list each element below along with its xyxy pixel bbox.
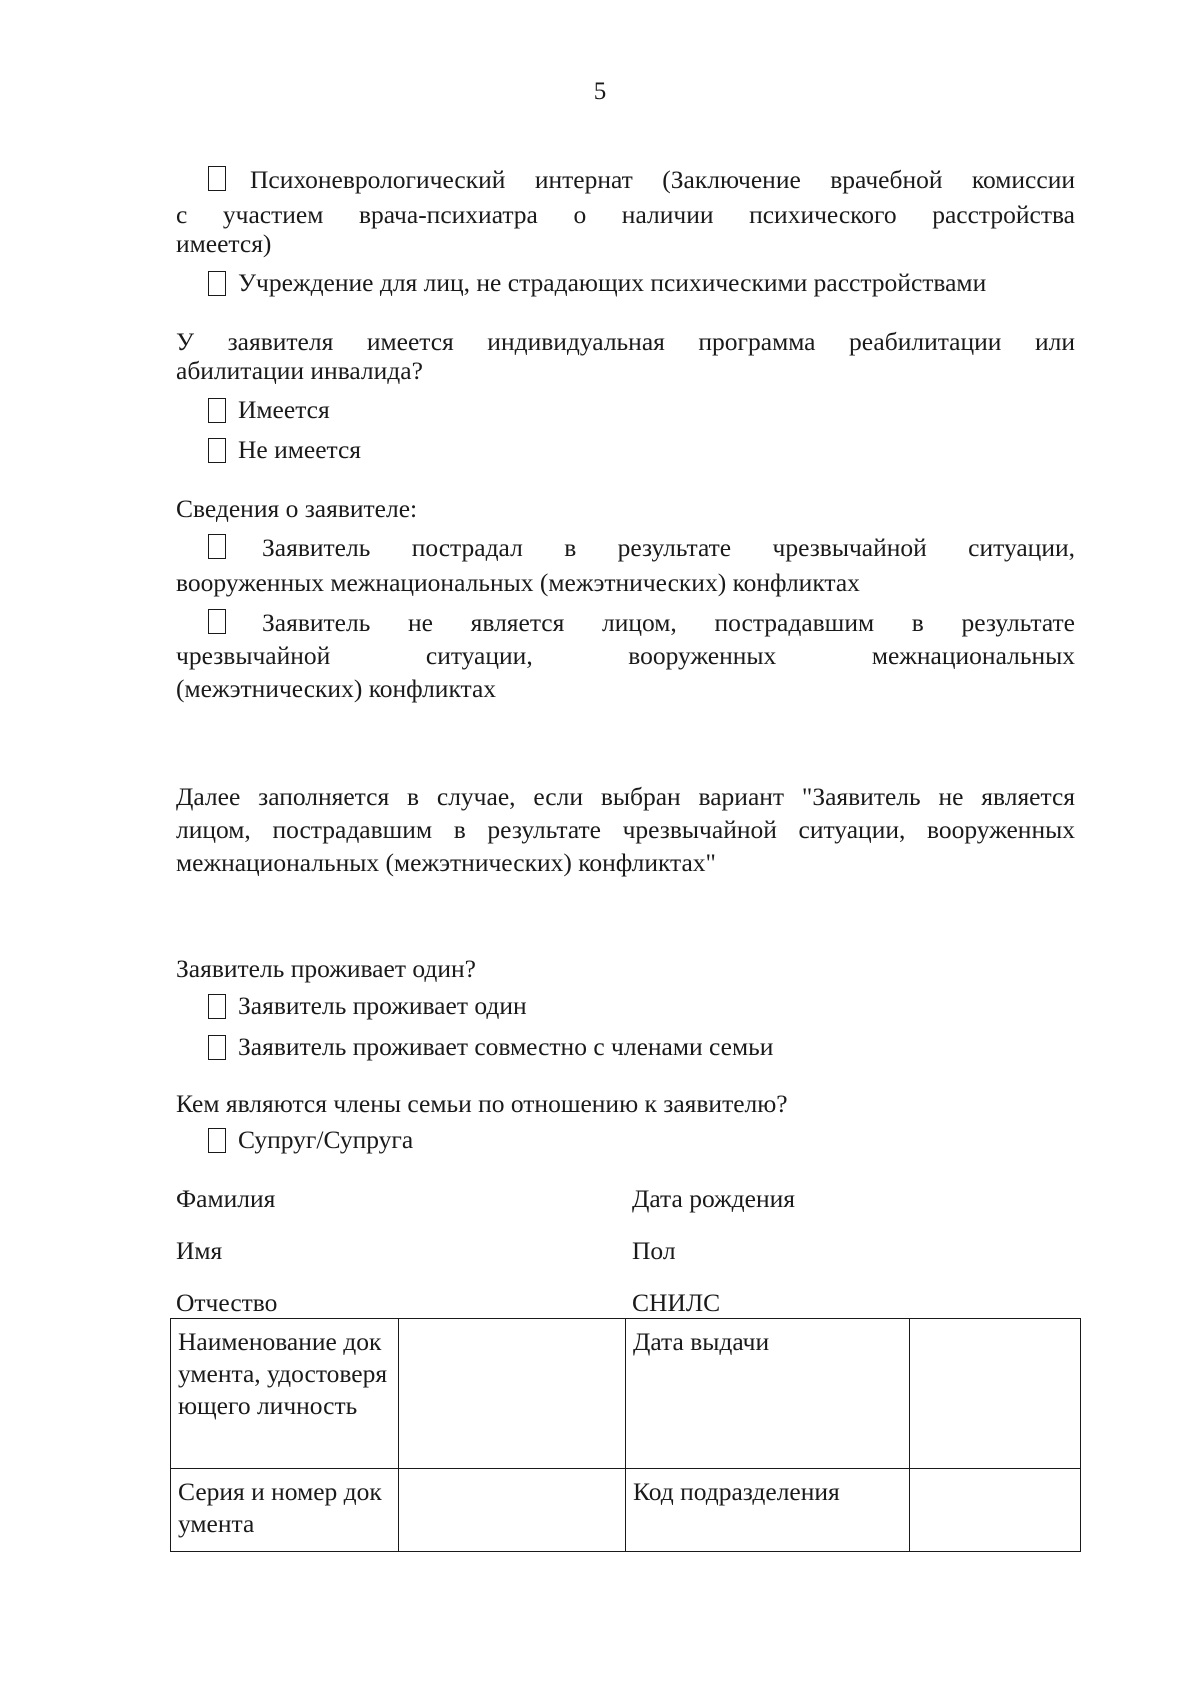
option-applicant-not-affected-line2: чрезвычайной ситуации, вооруженных межнациональных — [176, 641, 1075, 670]
field-snils: СНИЛС — [632, 1288, 721, 1317]
checkbox[interactable] — [208, 1035, 226, 1060]
table-row — [171, 1319, 1081, 1469]
issue-date-value-cell[interactable] — [910, 1319, 1081, 1469]
checkbox[interactable] — [208, 166, 226, 191]
option-applicant-affected-line2: вооруженных межнациональных (межэтнических) конфликтах — [176, 568, 860, 597]
option-applicant-affected[interactable] — [208, 530, 226, 562]
condition-note-line1: Далее заполняется в случае, если выбран вариант "Заявитель не является — [176, 782, 1075, 811]
option-label: Не имеется — [238, 435, 362, 464]
option-applicant-affected-line1: Заявитель пострадал в результате чрезвычайной ситуации, — [262, 533, 1075, 562]
field-name: Имя — [176, 1236, 223, 1265]
option-label: Учреждение для лиц, не страдающих психическими расстройствами — [238, 268, 987, 297]
option-applicant-not-affected-line1: Заявитель не является лицом, пострадавшим в результате — [262, 608, 1075, 637]
option-label: Заявитель проживает один — [238, 991, 527, 1020]
option-psycho-internat-line1: Психоневрологический интернат (Заключение врачебной комиссии — [250, 165, 1075, 194]
field-patronymic: Отчество — [176, 1288, 278, 1317]
series-number-label: Серия и номер документа — [171, 1469, 399, 1552]
checkbox[interactable] — [208, 609, 226, 634]
option-label: Имеется — [238, 395, 330, 424]
series-number-value-cell[interactable] — [399, 1469, 626, 1552]
option-rehab-has-not[interactable] — [208, 434, 361, 466]
checkbox[interactable] — [208, 994, 226, 1019]
option-rehab-has[interactable] — [208, 394, 330, 426]
option-spouse[interactable] — [208, 1124, 413, 1156]
division-code-label: Код подразделения — [626, 1469, 910, 1552]
option-psycho-internat-line3: имеется) — [176, 229, 272, 258]
field-gender: Пол — [632, 1236, 676, 1265]
page-number: 5 — [593, 78, 607, 105]
field-surname: Фамилия — [176, 1184, 276, 1213]
doc-name-value-cell[interactable] — [399, 1319, 626, 1469]
field-birth-date: Дата рождения — [632, 1184, 795, 1213]
option-lives-alone[interactable] — [208, 990, 527, 1022]
doc-name-label: Наименование документа, удостоверяющего личность — [171, 1319, 399, 1469]
checkbox[interactable] — [208, 534, 226, 559]
checkbox[interactable] — [208, 1128, 226, 1153]
condition-note-line2: лицом, пострадавшим в результате чрезвычайной ситуации, вооруженных — [176, 815, 1075, 844]
option-lives-with-family[interactable] — [208, 1031, 773, 1063]
option-psycho-internat-line2: с участием врача-психиатра о наличии психического расстройства — [176, 200, 1075, 229]
option-applicant-not-affected-line3: (межэтнических) конфликтах — [176, 674, 497, 703]
checkbox[interactable] — [208, 271, 226, 296]
checkbox[interactable] — [208, 398, 226, 423]
applicant-info-heading: Сведения о заявителе: — [176, 494, 418, 523]
option-applicant-not-affected[interactable] — [208, 605, 226, 637]
checkbox[interactable] — [208, 438, 226, 463]
issue-date-label: Дата выдачи — [626, 1319, 910, 1469]
option-non-psycho-institution[interactable] — [208, 267, 986, 299]
rehab-question-line1: У заявителя имеется индивидуальная программа реабилитации или — [176, 327, 1075, 356]
division-code-value-cell[interactable] — [910, 1469, 1081, 1552]
family-question: Кем являются члены семьи по отношению к заявителю? — [176, 1089, 788, 1118]
option-psycho-internat[interactable] — [208, 162, 238, 194]
living-question: Заявитель проживает один? — [176, 954, 476, 983]
identity-document-table — [170, 1318, 1081, 1552]
rehab-question-line2: абилитации инвалида? — [176, 356, 423, 385]
condition-note-line3: межнациональных (межэтнических) конфликтах" — [176, 848, 716, 877]
option-label: Супруг/Супруга — [238, 1125, 414, 1154]
table-row — [171, 1469, 1081, 1552]
option-label: Заявитель проживает совместно с членами семьи — [238, 1032, 774, 1061]
